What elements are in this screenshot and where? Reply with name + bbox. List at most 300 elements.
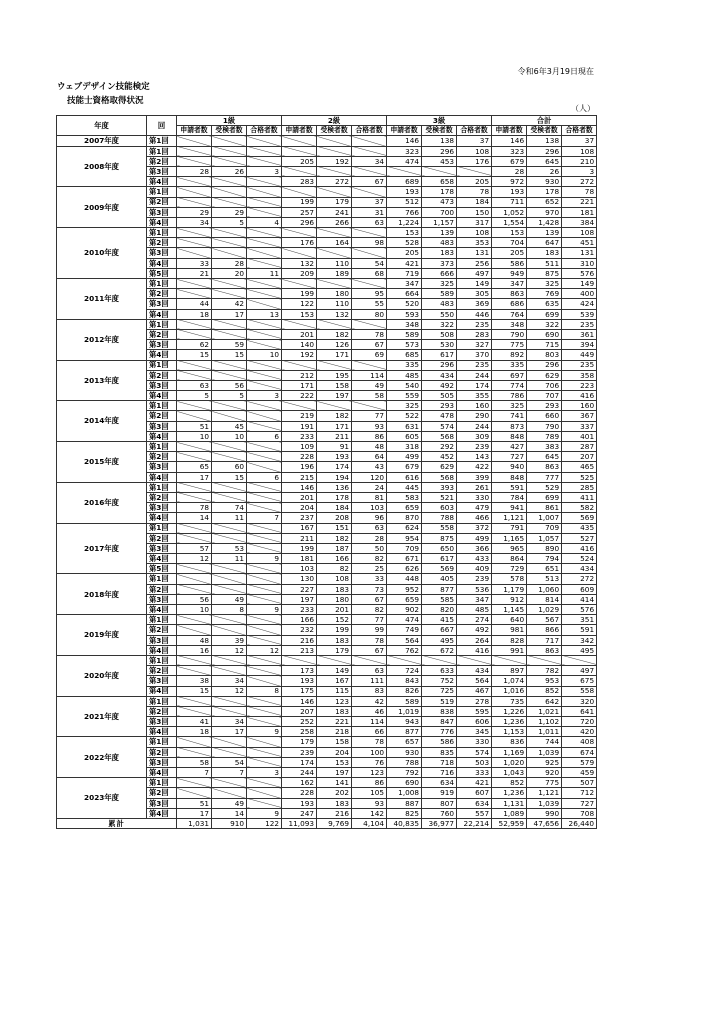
count-cell: 351 bbox=[562, 615, 597, 625]
round-cell: 第1回 bbox=[147, 401, 177, 411]
count-cell: 152 bbox=[317, 615, 352, 625]
count-cell: 78 bbox=[352, 635, 387, 645]
count-cell: 208 bbox=[317, 513, 352, 523]
count-cell: 12 bbox=[247, 645, 282, 655]
count-cell: 574 bbox=[422, 421, 457, 431]
count-cell: 1,020 bbox=[492, 757, 527, 767]
count-cell: 539 bbox=[562, 309, 597, 319]
count-cell: 852 bbox=[527, 686, 562, 696]
total-row bbox=[57, 818, 597, 828]
round-cell: 第3回 bbox=[147, 462, 177, 472]
count-cell: 820 bbox=[422, 605, 457, 615]
count-cell: 327 bbox=[457, 340, 492, 350]
count-cell: 15 bbox=[177, 686, 212, 696]
col-subheader: 合格者数 bbox=[247, 126, 282, 136]
count-cell: 274 bbox=[457, 615, 492, 625]
count-cell: 296 bbox=[422, 146, 457, 156]
not-held-cell bbox=[247, 747, 282, 757]
count-cell: 744 bbox=[527, 737, 562, 747]
count-cell: 1,224 bbox=[387, 217, 422, 227]
count-cell: 970 bbox=[527, 207, 562, 217]
count-cell: 569 bbox=[422, 564, 457, 574]
round-cell: 第4回 bbox=[147, 768, 177, 778]
count-cell: 495 bbox=[422, 635, 457, 645]
not-held-cell bbox=[282, 146, 317, 156]
not-held-cell bbox=[212, 696, 247, 706]
count-cell: 875 bbox=[422, 533, 457, 543]
not-held-cell bbox=[212, 329, 247, 339]
round-cell: 第2回 bbox=[147, 452, 177, 462]
count-cell: 866 bbox=[527, 625, 562, 635]
count-cell: 416 bbox=[562, 543, 597, 553]
total-count-cell: 52,959 bbox=[492, 818, 527, 828]
count-cell: 384 bbox=[562, 217, 597, 227]
count-cell: 672 bbox=[422, 645, 457, 655]
count-cell: 448 bbox=[387, 574, 422, 584]
count-cell: 727 bbox=[492, 452, 527, 462]
count-cell: 77 bbox=[352, 411, 387, 421]
count-cell: 651 bbox=[527, 564, 562, 574]
count-cell: 153 bbox=[317, 757, 352, 767]
count-cell: 1,179 bbox=[492, 584, 527, 594]
count-cell: 318 bbox=[387, 442, 422, 452]
count-cell: 34 bbox=[352, 156, 387, 166]
count-cell: 347 bbox=[457, 594, 492, 604]
count-cell: 784 bbox=[492, 492, 527, 502]
count-cell: 219 bbox=[282, 411, 317, 421]
count-cell: 1,011 bbox=[527, 727, 562, 737]
count-cell: 700 bbox=[422, 207, 457, 217]
not-held-cell bbox=[282, 136, 317, 146]
count-cell: 877 bbox=[387, 727, 422, 737]
count-cell: 578 bbox=[492, 574, 527, 584]
col-subheader: 申請者数 bbox=[282, 126, 317, 136]
count-cell: 852 bbox=[492, 778, 527, 788]
not-held-cell bbox=[177, 533, 212, 543]
count-cell: 130 bbox=[282, 574, 317, 584]
count-cell: 178 bbox=[422, 187, 457, 197]
not-held-cell bbox=[212, 442, 247, 452]
count-cell: 347 bbox=[387, 279, 422, 289]
count-cell: 171 bbox=[317, 350, 352, 360]
count-cell: 847 bbox=[422, 717, 457, 727]
count-cell: 160 bbox=[457, 401, 492, 411]
count-cell: 53 bbox=[212, 543, 247, 553]
count-cell: 1,021 bbox=[527, 706, 562, 716]
count-cell: 589 bbox=[387, 329, 422, 339]
not-held-cell bbox=[177, 778, 212, 788]
total-count-cell: 122 bbox=[247, 818, 282, 828]
fiscal-year-cell: 2022年度 bbox=[57, 737, 147, 778]
count-cell: 213 bbox=[282, 645, 317, 655]
count-cell: 256 bbox=[457, 258, 492, 268]
count-cell: 210 bbox=[562, 156, 597, 166]
round-cell: 第1回 bbox=[147, 228, 177, 238]
not-held-cell bbox=[317, 187, 352, 197]
not-held-cell bbox=[247, 666, 282, 676]
not-held-cell bbox=[177, 492, 212, 502]
count-cell: 204 bbox=[317, 747, 352, 757]
count-cell: 82 bbox=[352, 554, 387, 564]
round-cell: 第1回 bbox=[147, 737, 177, 747]
count-cell: 647 bbox=[527, 238, 562, 248]
count-cell: 205 bbox=[282, 156, 317, 166]
round-cell: 第1回 bbox=[147, 279, 177, 289]
count-cell: 10 bbox=[247, 350, 282, 360]
not-held-cell bbox=[177, 238, 212, 248]
count-cell: 415 bbox=[422, 615, 457, 625]
count-cell: 108 bbox=[457, 228, 492, 238]
count-cell: 607 bbox=[457, 788, 492, 798]
count-cell: 78 bbox=[352, 329, 387, 339]
col-header-round: 回 bbox=[147, 116, 177, 136]
count-cell: 322 bbox=[527, 319, 562, 329]
count-cell: 427 bbox=[492, 442, 527, 452]
count-cell: 9 bbox=[247, 808, 282, 818]
count-cell: 221 bbox=[562, 197, 597, 207]
count-cell: 28 bbox=[212, 258, 247, 268]
count-cell: 591 bbox=[562, 625, 597, 635]
not-held-cell bbox=[177, 564, 212, 574]
not-held-cell bbox=[282, 655, 317, 665]
count-cell: 78 bbox=[352, 737, 387, 747]
count-cell: 752 bbox=[422, 676, 457, 686]
count-cell: 42 bbox=[212, 299, 247, 309]
not-held-cell bbox=[212, 177, 247, 187]
date-note: 令和6年3月19日現在 bbox=[517, 67, 594, 76]
count-cell: 261 bbox=[457, 482, 492, 492]
count-cell: 617 bbox=[422, 554, 457, 564]
round-cell: 第3回 bbox=[147, 543, 177, 553]
count-cell: 215 bbox=[282, 472, 317, 482]
round-cell: 第1回 bbox=[147, 319, 177, 329]
count-cell: 345 bbox=[457, 727, 492, 737]
page-title: ウェブデザイン技能検定 bbox=[57, 82, 150, 92]
not-held-cell bbox=[212, 625, 247, 635]
count-cell: 244 bbox=[457, 421, 492, 431]
count-cell: 550 bbox=[422, 309, 457, 319]
fiscal-year-cell: 2019年度 bbox=[57, 615, 147, 656]
count-cell: 3 bbox=[247, 391, 282, 401]
count-cell: 49 bbox=[212, 798, 247, 808]
count-cell: 589 bbox=[387, 696, 422, 706]
count-cell: 54 bbox=[212, 757, 247, 767]
count-cell: 184 bbox=[317, 503, 352, 513]
count-cell: 690 bbox=[527, 329, 562, 339]
count-cell: 108 bbox=[317, 574, 352, 584]
count-cell: 216 bbox=[282, 635, 317, 645]
count-cell: 524 bbox=[562, 554, 597, 564]
not-held-cell bbox=[317, 279, 352, 289]
not-held-cell bbox=[247, 594, 282, 604]
col-subheader: 合格者数 bbox=[562, 126, 597, 136]
count-cell: 103 bbox=[352, 503, 387, 513]
table-row bbox=[57, 523, 597, 533]
col-header-grade2: 2級 bbox=[282, 116, 387, 126]
count-cell: 13 bbox=[247, 309, 282, 319]
count-cell: 74 bbox=[212, 503, 247, 513]
count-cell: 108 bbox=[562, 146, 597, 156]
not-held-cell bbox=[352, 360, 387, 370]
table-row bbox=[57, 146, 597, 156]
round-cell: 第1回 bbox=[147, 360, 177, 370]
count-cell: 193 bbox=[282, 676, 317, 686]
count-cell: 3 bbox=[562, 166, 597, 176]
count-cell: 347 bbox=[492, 279, 527, 289]
count-cell: 95 bbox=[352, 289, 387, 299]
count-cell: 720 bbox=[562, 717, 597, 727]
not-held-cell bbox=[177, 329, 212, 339]
table-row bbox=[57, 778, 597, 788]
round-cell: 第4回 bbox=[147, 727, 177, 737]
count-cell: 766 bbox=[387, 207, 422, 217]
count-cell: 715 bbox=[527, 340, 562, 350]
count-cell: 63 bbox=[352, 666, 387, 676]
count-cell: 17 bbox=[212, 309, 247, 319]
count-cell: 110 bbox=[317, 299, 352, 309]
count-cell: 666 bbox=[422, 268, 457, 278]
count-cell: 15 bbox=[212, 350, 247, 360]
not-held-cell bbox=[177, 228, 212, 238]
count-cell: 239 bbox=[457, 574, 492, 584]
count-cell: 941 bbox=[492, 503, 527, 513]
total-count-cell: 11,093 bbox=[282, 818, 317, 828]
count-cell: 902 bbox=[387, 605, 422, 615]
not-held-cell bbox=[247, 533, 282, 543]
not-held-cell bbox=[177, 737, 212, 747]
count-cell: 96 bbox=[352, 513, 387, 523]
fiscal-year-cell: 2008年度 bbox=[57, 146, 147, 187]
count-cell: 46 bbox=[352, 706, 387, 716]
count-cell: 709 bbox=[387, 543, 422, 553]
count-cell: 890 bbox=[527, 543, 562, 553]
not-held-cell bbox=[212, 706, 247, 716]
not-held-cell bbox=[177, 279, 212, 289]
count-cell: 459 bbox=[562, 768, 597, 778]
count-cell: 9 bbox=[247, 727, 282, 737]
count-cell: 642 bbox=[527, 696, 562, 706]
count-cell: 408 bbox=[562, 737, 597, 747]
count-cell: 60 bbox=[212, 462, 247, 472]
count-cell: 142 bbox=[352, 808, 387, 818]
count-cell: 697 bbox=[492, 370, 527, 380]
count-cell: 1,157 bbox=[422, 217, 457, 227]
count-cell: 953 bbox=[527, 676, 562, 686]
count-cell: 652 bbox=[527, 197, 562, 207]
count-cell: 640 bbox=[492, 615, 527, 625]
not-held-cell bbox=[177, 156, 212, 166]
total-count-cell: 40,835 bbox=[387, 818, 422, 828]
count-cell: 189 bbox=[317, 268, 352, 278]
not-held-cell bbox=[352, 319, 387, 329]
round-cell: 第5回 bbox=[147, 564, 177, 574]
count-cell: 1,165 bbox=[492, 533, 527, 543]
not-held-cell bbox=[247, 717, 282, 727]
count-cell: 522 bbox=[387, 411, 422, 421]
round-cell: 第3回 bbox=[147, 380, 177, 390]
count-cell: 558 bbox=[422, 523, 457, 533]
count-cell: 63 bbox=[177, 380, 212, 390]
not-held-cell bbox=[352, 401, 387, 411]
table-row bbox=[57, 319, 597, 329]
not-held-cell bbox=[177, 146, 212, 156]
count-cell: 325 bbox=[492, 401, 527, 411]
count-cell: 557 bbox=[457, 808, 492, 818]
count-cell: 664 bbox=[387, 289, 422, 299]
count-cell: 675 bbox=[562, 676, 597, 686]
not-held-cell bbox=[212, 584, 247, 594]
not-held-cell bbox=[247, 136, 282, 146]
not-held-cell bbox=[247, 177, 282, 187]
count-cell: 320 bbox=[562, 696, 597, 706]
count-cell: 111 bbox=[352, 676, 387, 686]
not-held-cell bbox=[282, 187, 317, 197]
count-cell: 875 bbox=[527, 268, 562, 278]
count-cell: 244 bbox=[457, 370, 492, 380]
count-cell: 1,089 bbox=[492, 808, 527, 818]
count-cell: 373 bbox=[422, 258, 457, 268]
count-cell: 383 bbox=[527, 442, 562, 452]
count-cell: 3 bbox=[247, 768, 282, 778]
count-cell: 132 bbox=[282, 258, 317, 268]
count-cell: 285 bbox=[562, 482, 597, 492]
count-cell: 24 bbox=[352, 482, 387, 492]
count-cell: 774 bbox=[492, 380, 527, 390]
count-cell: 199 bbox=[317, 625, 352, 635]
count-cell: 792 bbox=[387, 768, 422, 778]
count-cell: 467 bbox=[457, 686, 492, 696]
count-cell: 434 bbox=[562, 564, 597, 574]
not-held-cell bbox=[247, 299, 282, 309]
count-cell: 8 bbox=[247, 686, 282, 696]
count-cell: 174 bbox=[457, 380, 492, 390]
count-cell: 199 bbox=[282, 543, 317, 553]
round-cell: 第3回 bbox=[147, 798, 177, 808]
count-cell: 1,131 bbox=[492, 798, 527, 808]
count-cell: 624 bbox=[387, 523, 422, 533]
count-cell: 182 bbox=[317, 329, 352, 339]
count-cell: 503 bbox=[457, 757, 492, 767]
count-cell: 712 bbox=[562, 788, 597, 798]
count-cell: 176 bbox=[457, 156, 492, 166]
not-held-cell bbox=[212, 136, 247, 146]
count-cell: 717 bbox=[527, 635, 562, 645]
count-cell: 183 bbox=[422, 248, 457, 258]
count-cell: 401 bbox=[562, 431, 597, 441]
round-cell: 第2回 bbox=[147, 788, 177, 798]
count-cell: 5 bbox=[212, 391, 247, 401]
not-held-cell bbox=[422, 166, 457, 176]
count-cell: 409 bbox=[457, 564, 492, 574]
count-cell: 93 bbox=[352, 421, 387, 431]
count-cell: 626 bbox=[387, 564, 422, 574]
count-cell: 123 bbox=[317, 696, 352, 706]
not-held-cell bbox=[352, 655, 387, 665]
count-cell: 775 bbox=[492, 340, 527, 350]
count-cell: 264 bbox=[457, 635, 492, 645]
count-cell: 48 bbox=[352, 442, 387, 452]
count-cell: 37 bbox=[457, 136, 492, 146]
count-cell: 123 bbox=[352, 768, 387, 778]
not-held-cell bbox=[247, 197, 282, 207]
count-cell: 77 bbox=[352, 615, 387, 625]
table-row bbox=[57, 279, 597, 289]
count-cell: 930 bbox=[527, 177, 562, 187]
count-cell: 158 bbox=[317, 737, 352, 747]
count-cell: 1,236 bbox=[492, 717, 527, 727]
count-cell: 181 bbox=[562, 207, 597, 217]
count-cell: 174 bbox=[317, 462, 352, 472]
not-held-cell bbox=[247, 676, 282, 686]
count-cell: 151 bbox=[317, 523, 352, 533]
not-held-cell bbox=[247, 635, 282, 645]
count-cell: 323 bbox=[492, 146, 527, 156]
count-cell: 193 bbox=[317, 452, 352, 462]
count-cell: 205 bbox=[457, 177, 492, 187]
count-cell: 218 bbox=[317, 727, 352, 737]
table-row bbox=[57, 696, 597, 706]
round-cell: 第1回 bbox=[147, 615, 177, 625]
count-cell: 78 bbox=[562, 187, 597, 197]
count-cell: 725 bbox=[422, 686, 457, 696]
count-cell: 197 bbox=[282, 594, 317, 604]
not-held-cell bbox=[387, 655, 422, 665]
not-held-cell bbox=[247, 187, 282, 197]
count-cell: 15 bbox=[177, 350, 212, 360]
round-cell: 第4回 bbox=[147, 258, 177, 268]
count-cell: 671 bbox=[387, 554, 422, 564]
not-held-cell bbox=[177, 584, 212, 594]
count-cell: 63 bbox=[352, 217, 387, 227]
not-held-cell bbox=[177, 574, 212, 584]
count-cell: 140 bbox=[282, 340, 317, 350]
total-count-cell: 9,769 bbox=[317, 818, 352, 828]
count-cell: 485 bbox=[387, 370, 422, 380]
not-held-cell bbox=[212, 360, 247, 370]
count-cell: 83 bbox=[352, 686, 387, 696]
count-cell: 221 bbox=[317, 717, 352, 727]
count-cell: 37 bbox=[562, 136, 597, 146]
round-cell: 第4回 bbox=[147, 309, 177, 319]
count-cell: 296 bbox=[527, 360, 562, 370]
count-cell: 193 bbox=[492, 187, 527, 197]
count-cell: 115 bbox=[317, 686, 352, 696]
not-held-cell bbox=[247, 584, 282, 594]
count-cell: 325 bbox=[387, 401, 422, 411]
count-cell: 505 bbox=[422, 391, 457, 401]
count-cell: 595 bbox=[457, 706, 492, 716]
count-cell: 530 bbox=[422, 340, 457, 350]
count-cell: 474 bbox=[387, 615, 422, 625]
count-cell: 108 bbox=[457, 146, 492, 156]
count-cell: 786 bbox=[492, 391, 527, 401]
count-cell: 513 bbox=[527, 574, 562, 584]
count-cell: 180 bbox=[317, 289, 352, 299]
count-cell: 160 bbox=[562, 401, 597, 411]
count-cell: 283 bbox=[457, 329, 492, 339]
not-held-cell bbox=[212, 197, 247, 207]
fiscal-year-cell: 2021年度 bbox=[57, 696, 147, 737]
count-cell: 216 bbox=[317, 808, 352, 818]
not-held-cell bbox=[177, 360, 212, 370]
count-cell: 769 bbox=[527, 289, 562, 299]
count-cell: 65 bbox=[177, 462, 212, 472]
count-cell: 776 bbox=[422, 727, 457, 737]
count-cell: 877 bbox=[422, 584, 457, 594]
count-cell: 17 bbox=[177, 808, 212, 818]
count-cell: 211 bbox=[282, 533, 317, 543]
count-cell: 56 bbox=[212, 380, 247, 390]
